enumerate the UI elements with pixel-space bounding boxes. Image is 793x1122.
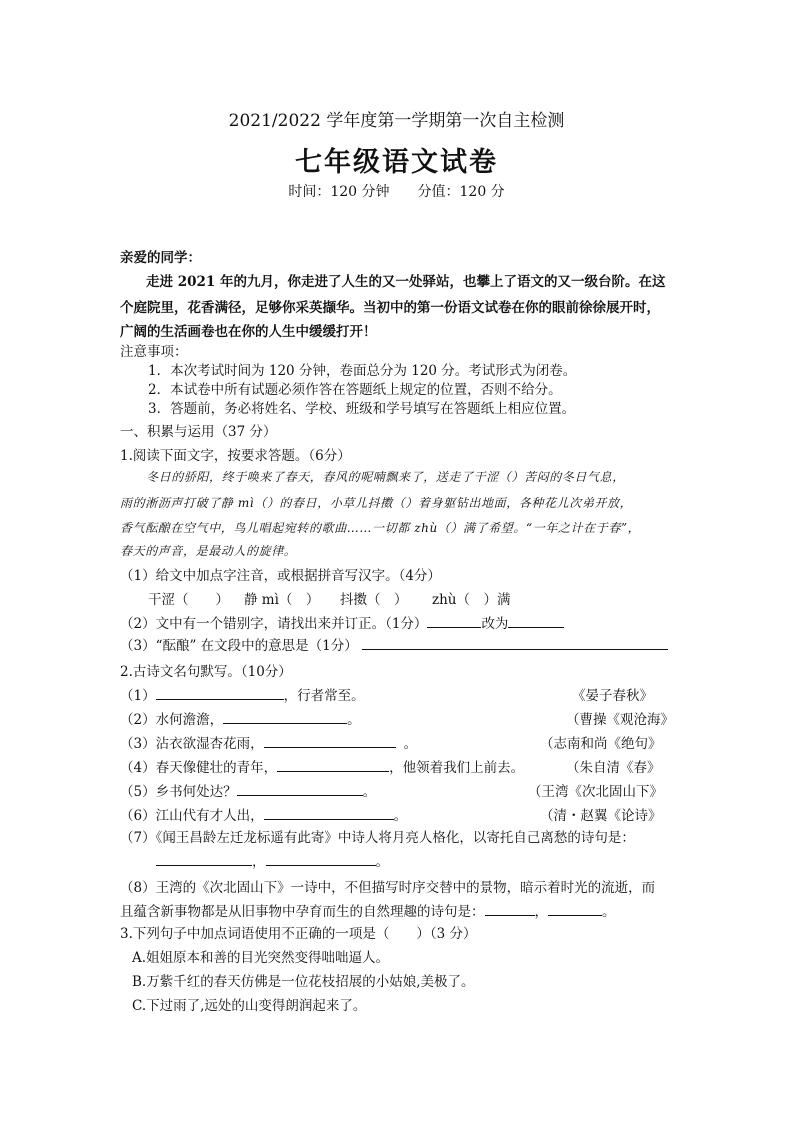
item-number: （6） <box>120 808 156 824</box>
poem-item-7-answers: ， 。 <box>156 850 389 870</box>
q1-sub1-item: 干涩（ ） <box>148 592 229 608</box>
poem-post: 。 <box>347 712 361 728</box>
poem-item-8: （8）王湾的《次北固山下》一诗中，不但描写时序交替中的景物，暗示着时光的流逝，而 <box>120 880 656 896</box>
greeting-line: 走进 2021 年的九月，你走进了人生的又一处驿站，也攀上了语文的又一级台阶。在这 <box>146 274 666 290</box>
poem-item-8-cont: 且蕴含新事物都是从旧事物中孕育而生的自然理趣的诗句是： ， 。 <box>120 904 616 920</box>
item-number: （2） <box>120 712 156 728</box>
q1-sub3-text: （3）“酝酿” 在文段中的意思是（1分） <box>120 638 358 654</box>
section-heading: 一、积累与运用（37 分） <box>120 424 277 440</box>
poem-line-2 <box>120 708 361 728</box>
answer-blank[interactable] <box>485 903 535 916</box>
option-a: A.姐姐原本和善的目光突然变得咄咄逼人。 <box>132 950 390 966</box>
page-title: 七年级语文试卷 <box>295 147 498 178</box>
answer-blank[interactable] <box>156 687 284 700</box>
answer-blank[interactable] <box>266 853 376 866</box>
time-info: 时间：120 分钟 <box>288 184 390 200</box>
answer-blank[interactable] <box>264 807 394 820</box>
poem-pre: 水何澹澹， <box>155 712 224 728</box>
q1-sub2-mid: 改为 <box>481 616 509 632</box>
passage-line: 冬日的骄阳，终于唤来了春天，春风的呢喃飘来了，送走了干涩（）苦闷的冬日气息， <box>146 470 625 484</box>
option-b: B.万紫千红的春天仿佛是一位花枝招展的小姑娘,美极了。 <box>132 974 475 990</box>
poem-pre: 乡书何处达？ <box>155 784 237 800</box>
item-number: （4） <box>120 760 156 776</box>
answer-blank[interactable] <box>237 783 363 796</box>
q1-sub1-item: 抖擞（ ） <box>340 592 408 608</box>
poem-post: ，行者常至。 <box>283 688 365 704</box>
poem-post: 。 <box>403 736 418 752</box>
answer-blank[interactable] <box>427 615 481 628</box>
answer-blank[interactable] <box>156 853 252 866</box>
poem-line-1 <box>120 684 365 704</box>
q1-sub2-text: （2）文中有一个错别字，请找出来并订正。（1分） <box>120 616 428 632</box>
poem-source: （朱自清《春》 <box>566 760 661 776</box>
school-year-heading: 2021/2022 学年度第一学期第一次自主检测 <box>228 111 565 131</box>
poem-post: 。 <box>362 784 377 800</box>
answer-blank[interactable] <box>277 759 389 772</box>
notice-item: 3．答题前，务必将姓名、学校、班级和学号填写在答题纸上相应位置。 <box>148 401 576 417</box>
poem-pre: 江山代有才人出， <box>155 808 264 824</box>
item-number: （1） <box>120 688 156 704</box>
exam-meta <box>0 181 793 201</box>
poem-source: （曹操《观沧海》 <box>566 712 674 728</box>
poem-post: ，他领着我们上前去。 <box>389 760 525 776</box>
q1-sub3 <box>120 634 668 654</box>
item-number: （3） <box>120 736 156 752</box>
option-c: C.下过雨了,远处的山变得朗润起来了。 <box>132 998 367 1014</box>
notice-item: 1．本次考试时间为 120 分钟，卷面总分为 120 分。考试形式为闭卷。 <box>148 363 577 379</box>
q1-sub1-item: zhù（ ）满 <box>432 592 511 608</box>
poem-source: （王湾《次北固山下》 <box>528 784 663 800</box>
item-number: （5） <box>120 784 156 800</box>
notice-heading: 注意事项： <box>120 344 188 360</box>
q1-sub1-item: 静 mì（ ） <box>244 592 320 608</box>
q1-sub2 <box>120 612 564 632</box>
poem-line-3 <box>120 732 417 752</box>
poem-line-6 <box>120 804 407 824</box>
passage-line: 香气酝酿在空气中，鸟儿唱起宛转的歌曲……一切都 zhù（）满了希望。“一年之计在于春”， <box>120 521 641 535</box>
poem-source: （清・赵翼《论诗》 <box>540 808 662 824</box>
poem-item-8-text: 且蕴含新事物都是从旧事物中孕育而生的自然理趣的诗句是： <box>120 904 485 920</box>
poem-line-4 <box>120 756 524 776</box>
q1-sub1: （1）给文中加点字注音，或根据拼音写汉字。（4分） <box>120 568 441 584</box>
passage-line: 雨的淅沥声打破了静 mì（）的春日，小草儿抖擞（）着身躯钻出地面，各种花儿次弟开放， <box>120 496 633 510</box>
question-3-stem: 3.下列句子中加点词语使用不正确的一项是（ ）（3 分） <box>120 926 477 942</box>
greeting-line: 个庭院里，花香满径，足够你采英撷华。当初中的第一份语文试卷在你的眼前徐徐展开时， <box>120 300 660 316</box>
greeting-line: 广阔的生活画卷也在你的人生中缓缓打开！ <box>120 324 377 340</box>
answer-blank[interactable] <box>223 711 347 724</box>
score-info: 分值：120 分 <box>417 184 505 200</box>
poem-source: 《晏子春秋》 <box>572 688 653 704</box>
greeting-salutation: 亲爱的同学： <box>120 250 201 266</box>
answer-blank[interactable] <box>264 735 396 748</box>
poem-line-5 <box>120 780 376 800</box>
question-1-stem: 1.阅读下面文字，按要求答题。（6分） <box>120 448 351 464</box>
answer-blank[interactable] <box>508 615 564 628</box>
answer-blank[interactable] <box>362 637 668 650</box>
passage-line: 春天的声音，是最动人的旋律。 <box>120 544 297 558</box>
notice-item: 2．本试卷中所有试题必须作答在答题纸上规定的位置，否则不给分。 <box>148 382 562 398</box>
poem-item-7: （7）《闻王昌龄左迁龙标遥有此寄》中诗人将月亮人格化，以寄托自己离愁的诗句是： <box>120 830 635 846</box>
question-2-stem: 2.古诗文名句默写。（10分） <box>120 664 292 680</box>
answer-blank[interactable] <box>548 903 602 916</box>
poem-source: （志南和尚《绝句》 <box>540 736 662 752</box>
poem-pre: 春天像健壮的青年， <box>155 760 278 776</box>
poem-post: 。 <box>393 808 408 824</box>
poem-pre: 沾衣欲湿杏花雨， <box>155 736 264 752</box>
